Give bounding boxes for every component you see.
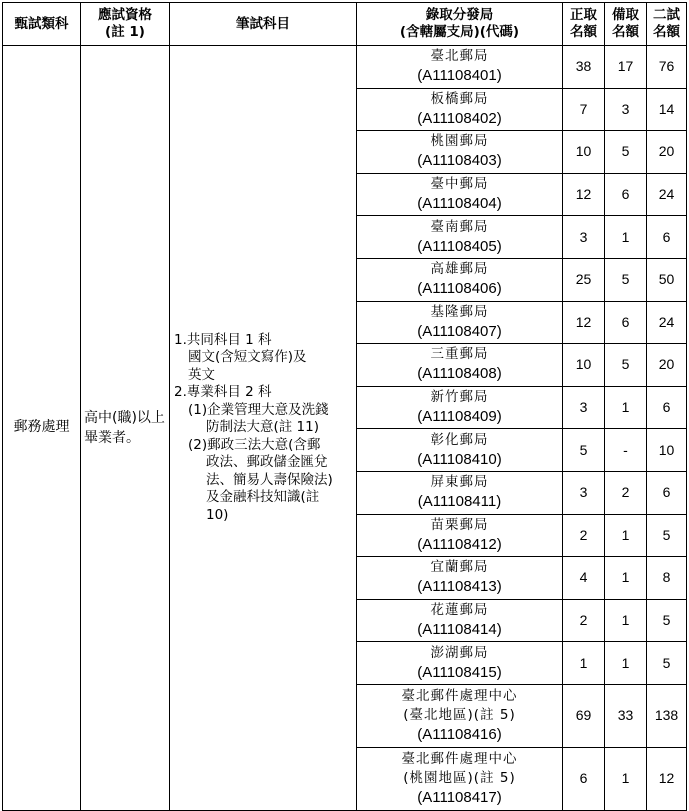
regular-quota-cell: 2	[563, 514, 605, 557]
second-exam-quota-cell: 76	[647, 46, 687, 89]
office-name: 臺北郵件處理中心	[401, 687, 518, 704]
second-exam-quota-cell: 6	[647, 386, 687, 429]
office-cell	[357, 642, 563, 685]
office-cell	[357, 46, 563, 89]
subject-line: 國文(含短文寫作)及	[188, 349, 307, 366]
regular-quota-cell: 10	[563, 344, 605, 387]
second-exam-quota-cell: 24	[647, 301, 687, 344]
regular-quota-cell: 69	[563, 684, 605, 747]
header-standby-quota: 備取 名額	[605, 3, 647, 46]
quota-table	[2, 2, 687, 811]
office-cell	[357, 429, 563, 472]
regular-quota-cell: 10	[563, 131, 605, 174]
office-code: (A11108407)	[417, 322, 502, 340]
second-exam-quota-cell: 6	[647, 471, 687, 514]
subject-line: 1.共同科目 1 科	[174, 331, 272, 348]
regular-quota-cell: 4	[563, 557, 605, 600]
second-exam-quota-cell: 8	[647, 557, 687, 600]
office-code: (A11108401)	[417, 67, 502, 85]
office-name: (桃園地區)(註 5)	[403, 769, 516, 786]
regular-quota-cell: 2	[563, 599, 605, 642]
subject-line: 法、簡易人壽保險法)	[206, 471, 333, 488]
office-name: 澎湖郵局	[430, 644, 489, 661]
regular-quota-cell: 12	[563, 173, 605, 216]
office-code: (A11108410)	[417, 450, 502, 468]
second-exam-quota-cell: 5	[647, 599, 687, 642]
second-exam-quota-cell: 5	[647, 514, 687, 557]
regular-quota-cell: 3	[563, 386, 605, 429]
office-name: 桃園郵局	[430, 133, 489, 150]
subject-line: 10)	[206, 506, 229, 523]
office-name: 新竹郵局	[430, 389, 489, 406]
office-code: (A11108415)	[417, 663, 502, 681]
header-regular-quota: 正取 名額	[563, 3, 605, 46]
office-code: (A11108417)	[417, 788, 502, 806]
subject-line: 2.專業科目 2 科	[174, 384, 272, 401]
office-name: 臺中郵局	[430, 176, 489, 193]
office-name: (臺北地區)(註 5)	[403, 706, 516, 723]
header-subjects: 筆試科目	[170, 3, 357, 46]
office-cell	[357, 258, 563, 301]
office-cell	[357, 471, 563, 514]
header-row	[3, 3, 687, 46]
second-exam-quota-cell: 5	[647, 642, 687, 685]
office-code: (A11108412)	[417, 535, 502, 553]
office-code: (A11108413)	[417, 578, 502, 596]
regular-quota-cell: 12	[563, 301, 605, 344]
regular-quota-cell: 3	[563, 216, 605, 259]
standby-quota-cell: 1	[605, 599, 647, 642]
office-name: 基隆郵局	[430, 303, 489, 320]
office-code: (A11108402)	[417, 109, 502, 127]
regular-quota-cell: 1	[563, 642, 605, 685]
office-cell	[357, 344, 563, 387]
regular-quota-cell: 7	[563, 88, 605, 131]
subjects-cell	[170, 46, 357, 811]
office-code: (A11108411)	[417, 493, 502, 511]
office-cell	[357, 131, 563, 174]
subject-line: 防制法大意(註 11)	[206, 419, 320, 436]
second-exam-quota-cell: 50	[647, 258, 687, 301]
office-code: (A11108409)	[417, 408, 502, 426]
table-row	[3, 46, 687, 89]
office-name: 屏東郵局	[430, 474, 489, 491]
standby-quota-cell: 1	[605, 747, 647, 810]
regular-quota-cell: 38	[563, 46, 605, 89]
standby-quota-cell: 33	[605, 684, 647, 747]
second-exam-quota-cell: 20	[647, 131, 687, 174]
subject-line: (1)企業管理大意及洗錢	[188, 401, 329, 418]
standby-quota-cell: 6	[605, 173, 647, 216]
office-name: 臺北郵件處理中心	[401, 750, 518, 767]
second-exam-quota-cell: 138	[647, 684, 687, 747]
office-code: (A11108414)	[417, 621, 502, 639]
office-code: (A11108416)	[417, 725, 502, 743]
second-exam-quota-cell: 10	[647, 429, 687, 472]
second-exam-quota-cell: 24	[647, 173, 687, 216]
standby-quota-cell: 1	[605, 514, 647, 557]
subject-line: 英文	[188, 366, 215, 383]
subject-line: (2)郵政三法大意(含郵	[188, 436, 321, 453]
office-name: 板橋郵局	[430, 90, 489, 107]
office-name: 三重郵局	[430, 346, 489, 363]
office-cell	[357, 514, 563, 557]
header-office: 錄取分發局 (含轄屬支局)(代碼)	[357, 3, 563, 46]
regular-quota-cell: 25	[563, 258, 605, 301]
standby-quota-cell: 6	[605, 301, 647, 344]
office-name: 高雄郵局	[430, 261, 489, 278]
office-cell	[357, 684, 563, 747]
office-cell	[357, 557, 563, 600]
office-cell	[357, 173, 563, 216]
second-exam-quota-cell: 20	[647, 344, 687, 387]
office-cell	[357, 216, 563, 259]
office-cell	[357, 747, 563, 810]
header-category: 甄試類科	[3, 3, 81, 46]
standby-quota-cell: 17	[605, 46, 647, 89]
office-name: 花蓮郵局	[430, 602, 489, 619]
standby-quota-cell: 2	[605, 471, 647, 514]
second-exam-quota-cell: 6	[647, 216, 687, 259]
office-code: (A11108406)	[417, 280, 502, 298]
standby-quota-cell: 3	[605, 88, 647, 131]
regular-quota-cell: 6	[563, 747, 605, 810]
header-second-exam-quota: 二試 名額	[647, 3, 687, 46]
standby-quota-cell: 5	[605, 258, 647, 301]
standby-quota-cell: 1	[605, 386, 647, 429]
standby-quota-cell: 1	[605, 642, 647, 685]
subject-line: 政法、郵政儲金匯兌	[206, 454, 328, 471]
office-name: 彰化郵局	[430, 431, 489, 448]
office-code: (A11108404)	[417, 195, 502, 213]
office-cell	[357, 386, 563, 429]
office-code: (A11108408)	[417, 365, 502, 383]
standby-quota-cell: 5	[605, 131, 647, 174]
office-cell	[357, 599, 563, 642]
regular-quota-cell: 3	[563, 471, 605, 514]
office-name: 宜蘭郵局	[430, 559, 489, 576]
second-exam-quota-cell: 14	[647, 88, 687, 131]
office-code: (A11108405)	[417, 237, 502, 255]
office-name: 臺北郵局	[430, 48, 489, 65]
qualification-cell: 高中(職)以上畢業者。	[81, 46, 170, 811]
standby-quota-cell: 1	[605, 216, 647, 259]
office-code: (A11108403)	[417, 152, 502, 170]
standby-quota-cell: -	[605, 429, 647, 472]
standby-quota-cell: 5	[605, 344, 647, 387]
office-name: 臺南郵局	[430, 218, 489, 235]
regular-quota-cell: 5	[563, 429, 605, 472]
standby-quota-cell: 1	[605, 557, 647, 600]
office-cell	[357, 88, 563, 131]
second-exam-quota-cell: 12	[647, 747, 687, 810]
office-name: 苗栗郵局	[430, 516, 489, 533]
header-qualification: 應試資格 (註 1)	[81, 3, 170, 46]
office-cell	[357, 301, 563, 344]
category-cell: 郵務處理	[3, 46, 81, 811]
subject-line: 及金融科技知識(註	[206, 489, 320, 506]
